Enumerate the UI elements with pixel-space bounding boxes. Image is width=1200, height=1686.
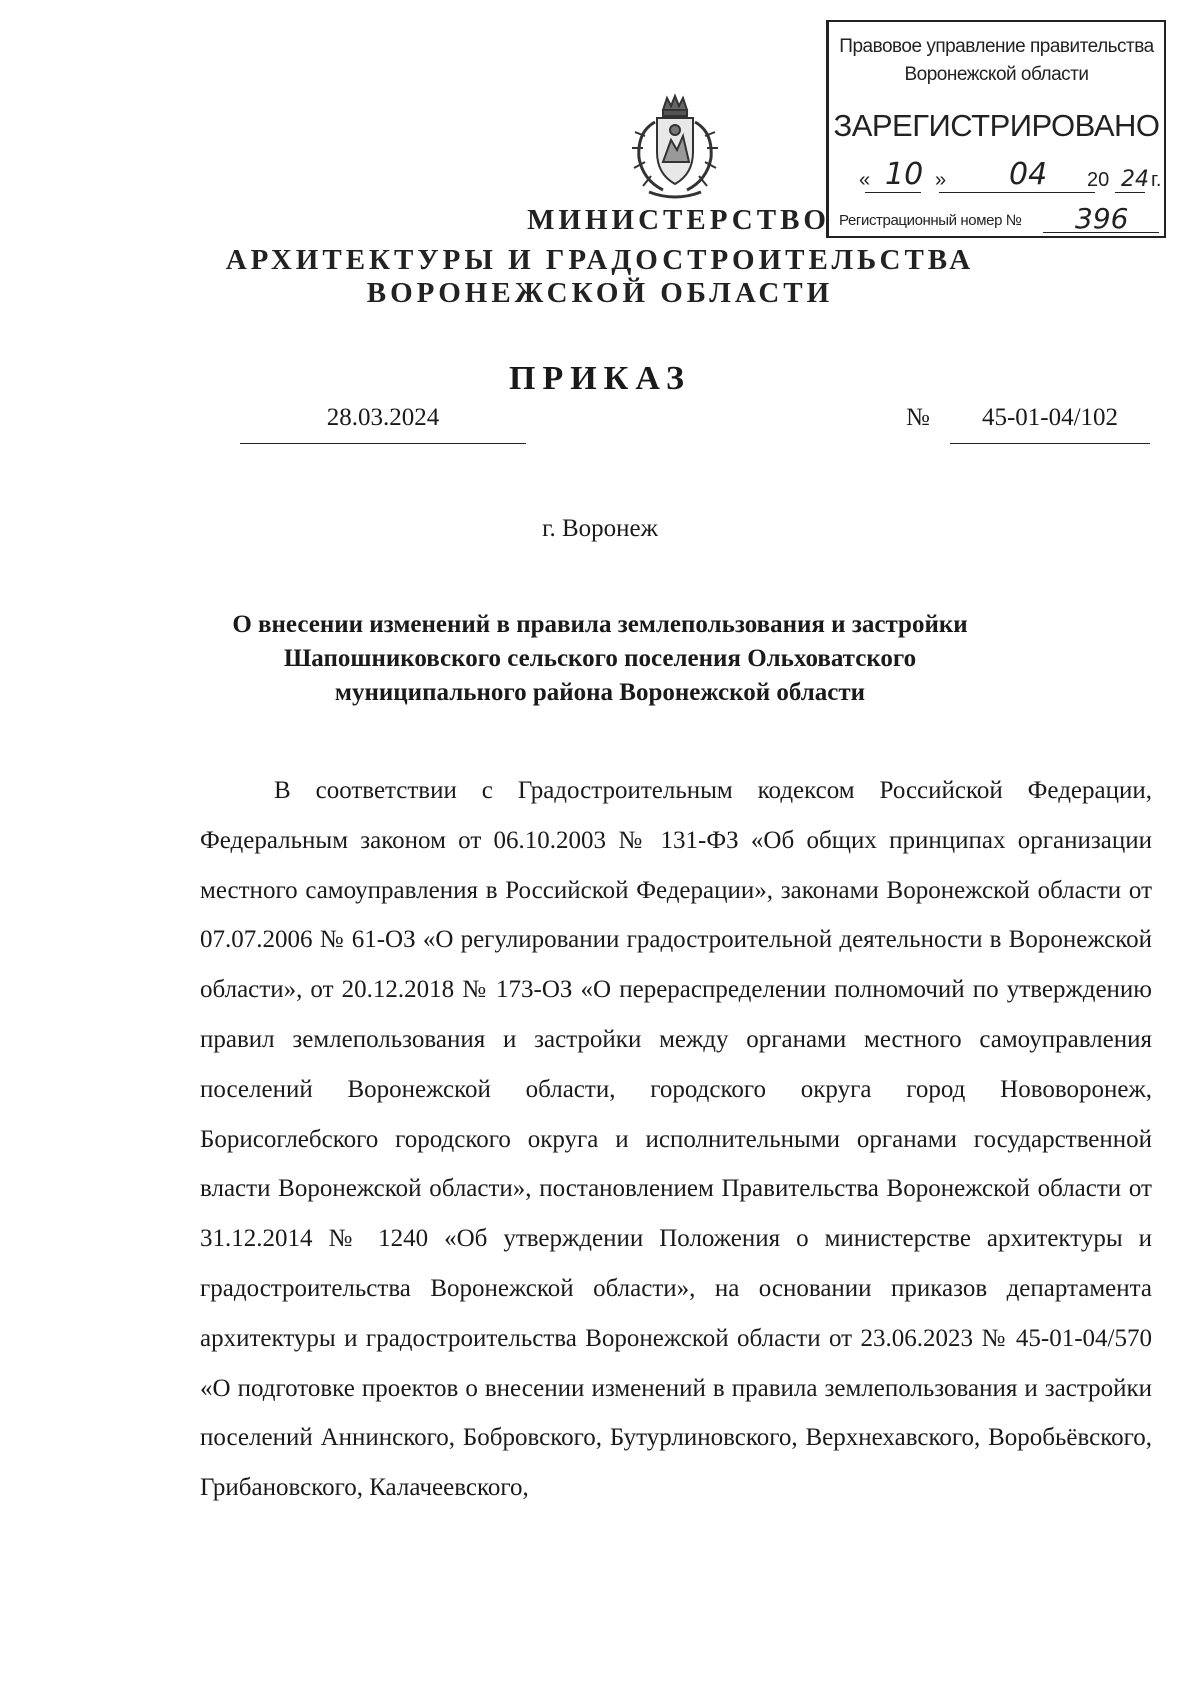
stamp-year-underline	[1115, 192, 1145, 193]
order-number-underline	[950, 443, 1150, 444]
order-date-underline	[240, 443, 526, 444]
subject-line2: Шапошниковского сельского поселения Ольховатского	[283, 645, 917, 672]
city: г. Воронеж	[542, 515, 658, 542]
body-paragraph: В соответствии с Градостроительным кодексом Российской Федерации, Федеральным законом от 06.10.2003 № 131-ФЗ «Об общих принципах организации местного самоуправления в Российской Федерации», законами Воронежской области от 07.07.2006 № 61-ОЗ «О регулировании градостроительной деятельности в Воронежской области», от 20.12.2018 № 173-ОЗ «О перераспределении полномочий по утверждению правил землепользования и застройки между органами местного самоуправления поселений Воронежской области, городского округа город Нововоронеж, Борисоглебского городского округа и исполнительными органами государственной власти Воронежской области», постановлением Правительства Воронежской области от 31.12.2014 № 1240 «Об утверждении Положения о министерстве архитектуры и градостроительства Воронежской области», на основании приказов департамента архитектуры и градостроительства Воронежской области от 23.06.2023 № 45-01-04/570 «О подготовке проектов о внесении изменений в правила землепользования и застройки поселений Аннинского, Бобровского, Бутурлиновского, Верхнехавского, Воробьёвского, Грибановского, Калачеевского,	[200, 777, 1152, 1502]
stamp-registered: ЗАРЕГИСТРИРОВАНО	[833, 108, 1160, 143]
stamp-quote-open: «	[859, 169, 871, 191]
stamp-day: 10	[885, 157, 924, 192]
stamp-org-line2: Воронежской области	[904, 64, 1089, 85]
ministry-line1: МИНИСТЕРСТВО	[527, 204, 830, 236]
stamp-year-suffix: г.	[1151, 169, 1162, 191]
order-date: 28.03.2024	[326, 404, 440, 431]
stamp-year-prefix: 20	[1087, 169, 1110, 191]
stamp-quote-close: »	[935, 169, 947, 191]
stamp-date	[859, 157, 1162, 194]
stamp-reg-number-label: Регистрационный номер №	[839, 212, 1022, 229]
stamp-reg-number-underline	[1043, 232, 1159, 233]
stamp-org-line1: Правовое управление правительства	[839, 36, 1154, 57]
order-title: ПРИКАЗ	[509, 360, 691, 397]
ministry-line2: АРХИТЕКТУРЫ И ГРАДОСТРОИТЕЛЬСТВА	[225, 244, 975, 276]
stamp-month-underline	[939, 192, 1095, 193]
subject-line1: О внесении изменений в правила землепользования и застройки	[232, 611, 968, 638]
subject-line3: муниципального района Воронежской области	[334, 679, 866, 706]
stamp-day-underline	[865, 192, 921, 193]
order-number-sign: №	[906, 404, 930, 431]
stamp-year-handwritten: 24	[1121, 167, 1149, 192]
ministry-line3: ВОРОНЕЖСКОЙ ОБЛАСТИ	[366, 277, 834, 309]
order-subject	[150, 608, 1050, 710]
order-number: 45-01-04/102	[981, 404, 1119, 431]
stamp-reg-number: 396	[1075, 202, 1129, 235]
registration-stamp	[826, 20, 1166, 238]
stamp-month: 04	[1009, 157, 1048, 192]
coat-of-arms-icon	[627, 92, 723, 202]
